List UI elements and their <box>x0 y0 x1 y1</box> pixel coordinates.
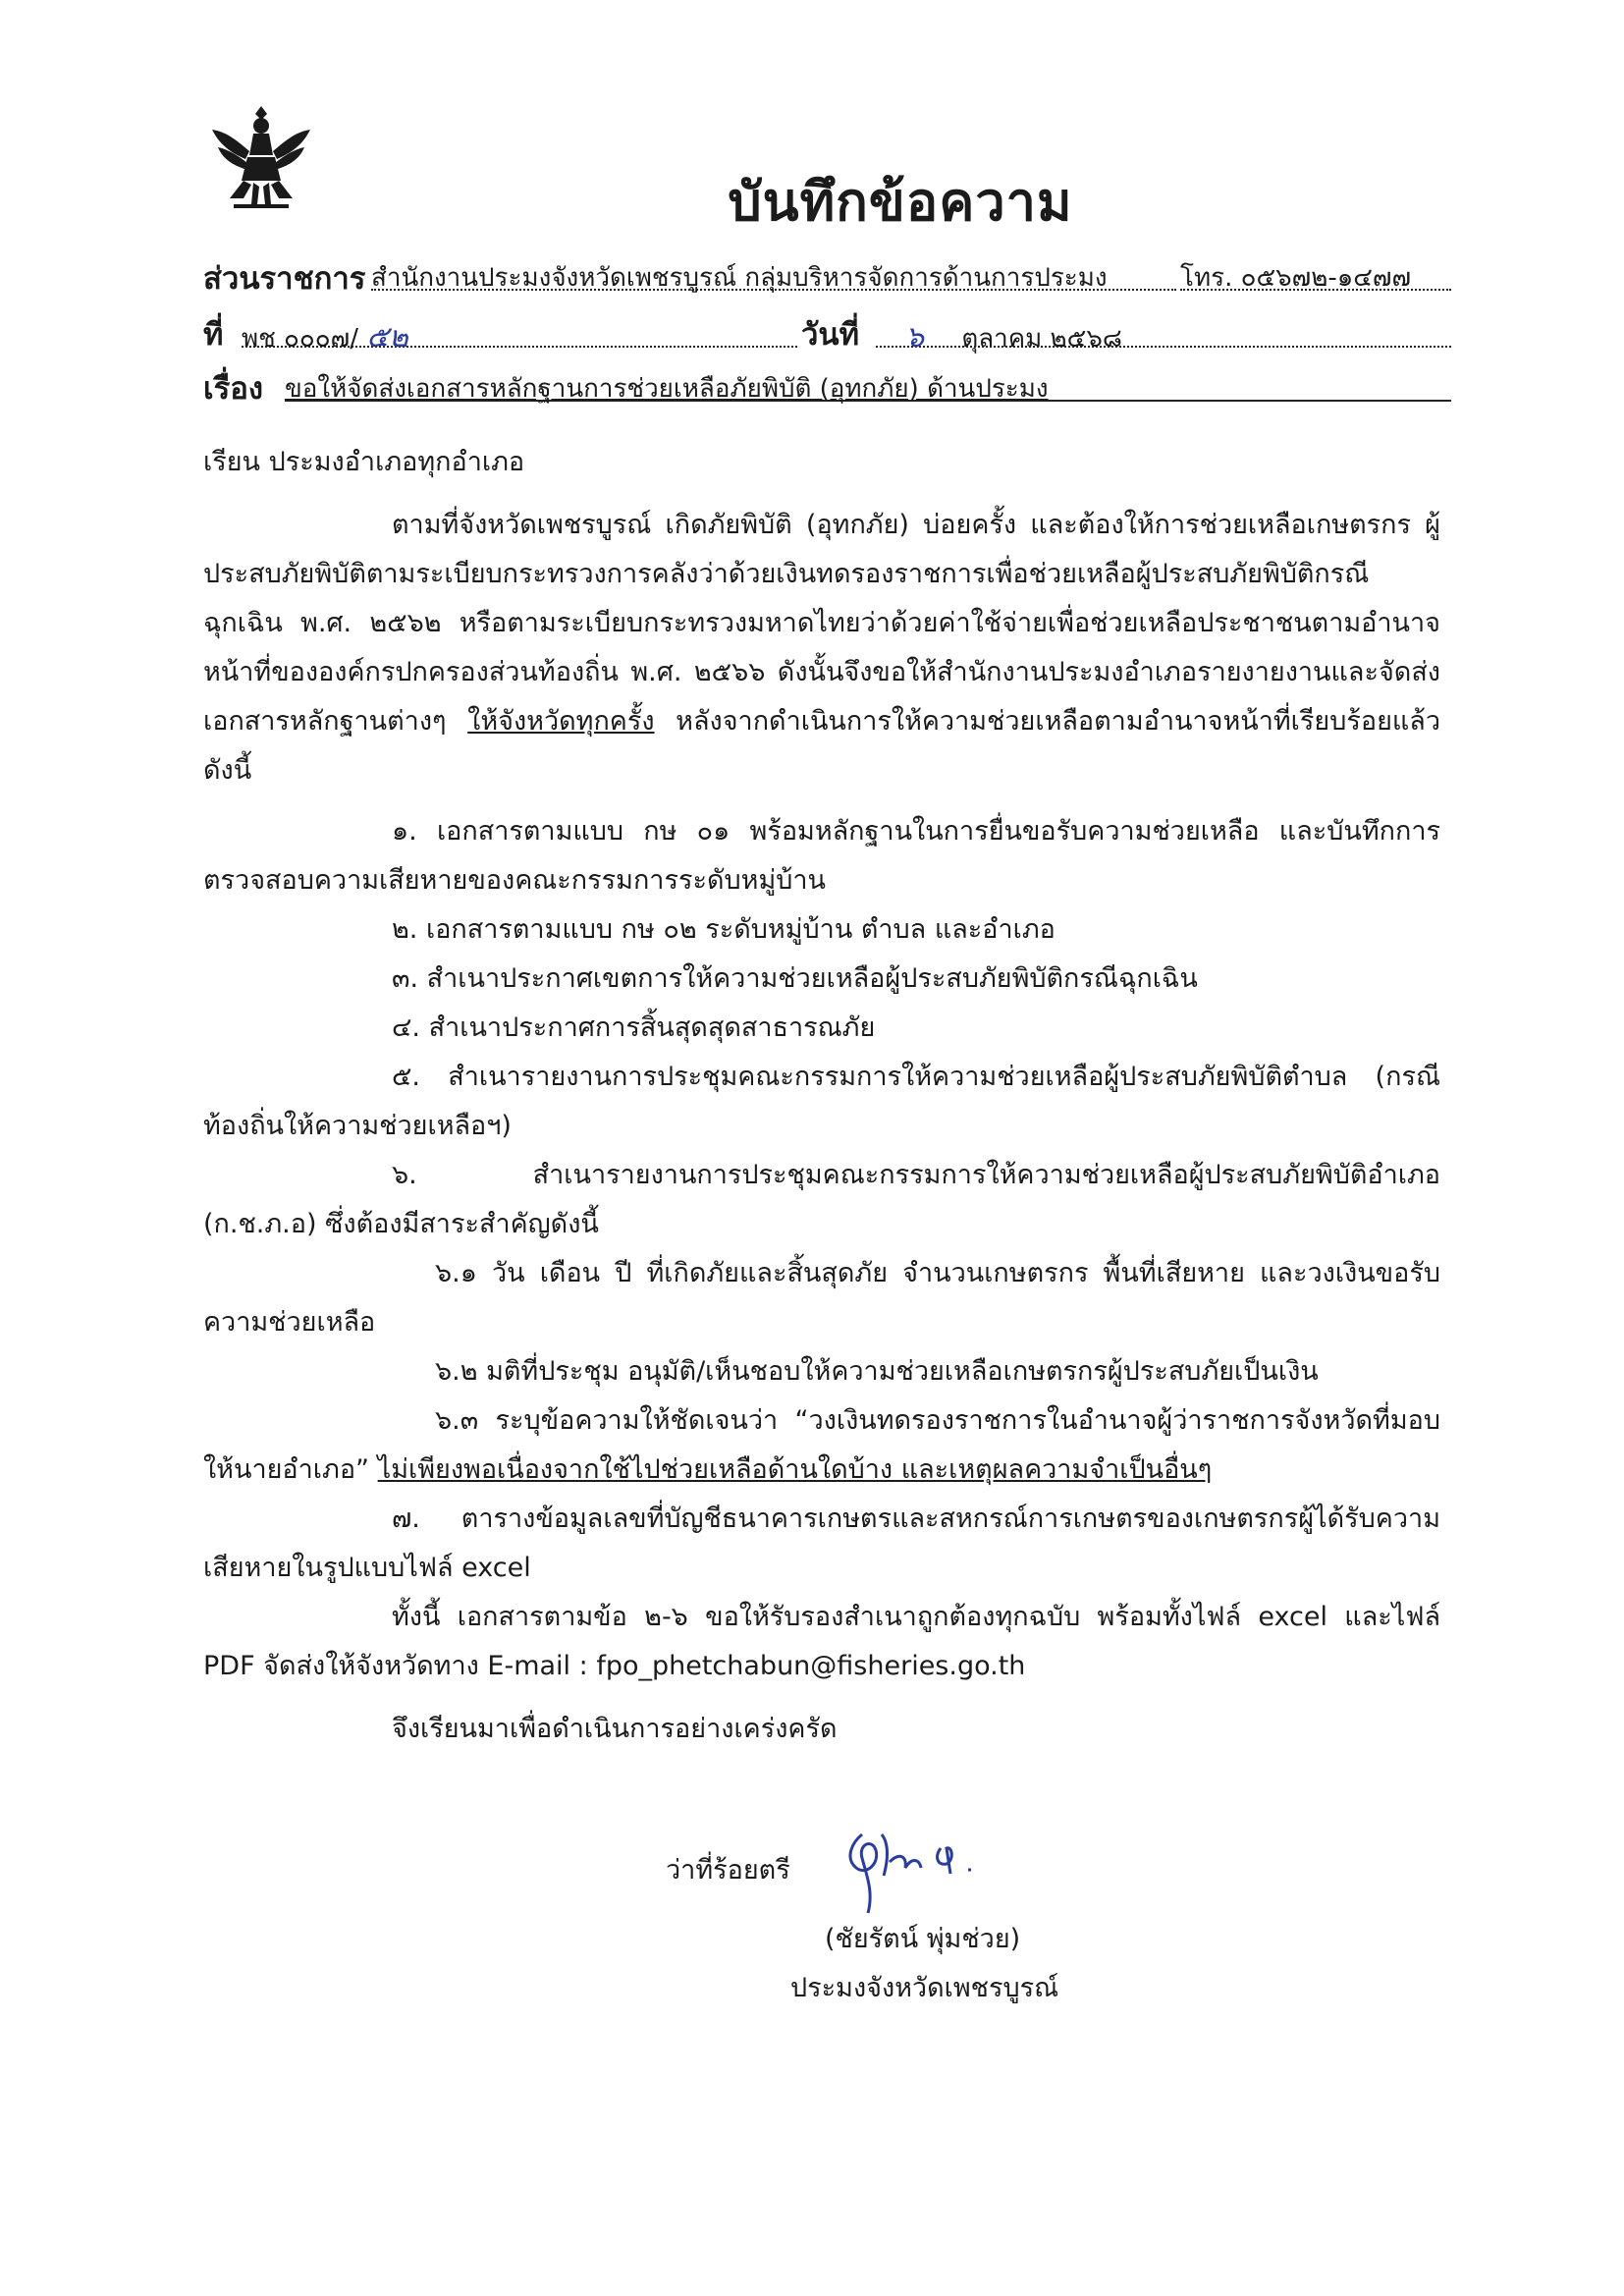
list-item-3: ๓. สำเนาประกาศเขตการให้ความช่วยเหลือผู้ประสบภัยพิบัติกรณีฉุกเฉิน <box>392 963 1198 994</box>
subject-label: เรื่อง <box>203 371 264 407</box>
date-label: วันที่ <box>801 317 860 353</box>
tel-field <box>1180 257 1451 291</box>
date-value: ตุลาคม ๒๕๖๘ <box>961 324 1122 354</box>
subject-value: ขอให้จัดส่งเอกสารหลักฐานการช่วยเหลือภัยพิบัติ (อุทกภัย) ด้านประมง <box>285 368 1451 402</box>
closing-line: จึงเรียนมาเพื่อดำเนินการอย่างเคร่งครัด <box>392 1714 838 1744</box>
agency-label: ส่วนราชการ <box>203 261 366 297</box>
note-paragraph: ทั้งนี้ เอกสารตามข้อ ๒-๖ ขอให้รับรองสำเนาถูกต้องทุกฉบับ พร้อมทั้งไฟล์ excel และไฟล์ PDF จัดส่งให้จังหวัดทาง E-mail : fpo_phetchabun@fisheries.go.th <box>203 1602 1440 1681</box>
date-field <box>876 314 1451 355</box>
list-item-6-3: ๖.๓ ระบุข้อความให้ชัดเจนว่า “วงเงินทดรองราชการในอำนาจผู้ว่าราชการจังหวัดที่มอบให้นายอำเภอ” ไม่เพียงพอเนื่องจากใช้ไปช่วยเหลือด้านใดบ้าง และเหตุผลความจำเป็นอื่นๆ <box>203 1405 1440 1485</box>
list-item-6-3-underlined: ไม่เพียงพอเนื่องจากใช้ไปช่วยเหลือด้านใดบ้าง และเหตุผลความจำเป็นอื่นๆ <box>377 1454 1213 1485</box>
signer-rank: ว่าที่ร้อยตรี <box>666 1855 790 1886</box>
list-item-7: ๗. ตารางข้อมูลเลขที่บัญชีธนาคารเกษตรและสหกรณ์การเกษตรของเกษตรกรผู้ได้รับความเสียหายในรูปแบบไฟล์ excel <box>203 1503 1440 1583</box>
handwritten-signature <box>833 1815 1009 1923</box>
list-item-6-1: ๖.๑ วัน เดือน ปี ที่เกิดภัยและสิ้นสุดภัย จำนวนเกษตรกร พื้นที่เสียหาย และวงเงินขอรับความช่วยเหลือ <box>203 1258 1440 1338</box>
intro-paragraph: ตามที่จังหวัดเพชรบูรณ์ เกิดภัยพิบัติ (อุทกภัย) บ่อยครั้ง และต้องให้การช่วยเหลือเกษตรกร ผู้ประสบภัยพิบัติตามระเบียบกระทรวงการคลังว่าด้วยเงินทดรองราชการเพื่อช่วยเหลือผู้ประสบภัยพิบัติกรณีฉุกเฉิน พ.ศ. ๒๕๖๒ หรือตามระเบียบกระทรวงมหาดไทยว่าด้วยค่าใช้จ่ายเพื่อช่วยเหลือประชาชนตามอำนาจหน้าที่ขององค์กรปกครองส่วนท้องถิ่น พ.ศ. ๒๕๖๖ ดังนั้นจึงขอให้สำนักงานประมงอำเภอรายงายงานและจัดส่งเอกสารหลักฐานต่างๆ ให้จังหวัดทุกครั้ง หลังจากดำเนินการให้ความช่วยเหลือตามอำนาจหน้าที่เรียบร้อยแล้ว ดังนี้ <box>203 510 1441 786</box>
date-day-handwritten: ๖ <box>905 320 925 355</box>
signer-position: ประมงจังหวัดเพชรบูรณ์ <box>790 1973 1059 2003</box>
ref-field <box>242 314 797 355</box>
ref-number-handwritten: ๕๒ <box>366 320 408 355</box>
list-item-6: ๖. สำเนารายงานการประชุมคณะกรรมการให้ความช่วยเหลือผู้ประสบภัยพิบัติอำเภอ (ก.ช.ภ.อ) ซึ่งต้องมีสาระสำคัญดังนี้ <box>203 1160 1440 1239</box>
tel-value: ๐๕๖๗๒-๑๔๗๗ <box>1240 263 1412 293</box>
list-item-2: ๒. เอกสารตามแบบ กษ ๐๒ ระดับหมู่บ้าน ตำบล และอำเภอ <box>392 914 1056 945</box>
tel-label: โทร. <box>1180 263 1233 293</box>
intro-underlined: ให้จังหวัดทุกครั้ง <box>467 706 655 737</box>
list-item-1: ๑. เอกสารตามแบบ กษ ๐๑ พร้อมหลักฐานในการยื่นขอรับความช่วยเหลือ และบันทึกการตรวจสอบความเสียหายของคณะกรรมการระดับหมู่บ้าน <box>203 816 1440 896</box>
signer-name: (ชัยรัตน์ พุ่มช่วย) <box>825 1924 1021 1954</box>
list-item-4: ๔. สำเนาประกาศการสิ้นสุดสุดสาธารณภัย <box>392 1012 876 1043</box>
list-item-6-2: ๖.๒ มติที่ประชุม อนุมัติ/เห็นชอบให้ความช่วยเหลือเกษตรกรผู้ประสบภัยเป็นเงิน <box>435 1356 1319 1387</box>
page-title: บันทึกข้อความ <box>728 171 1073 233</box>
ref-label: ที่ <box>203 317 224 353</box>
agency-value: สำนักงานประมงจังหวัดเพชรบูรณ์ กลุ่มบริหารจัดการด้านการประมง <box>371 257 1176 291</box>
list-item-5: ๕. สำเนารายงานการประชุมคณะกรรมการให้ความช่วยเหลือผู้ประสบภัยพิบัติตำบล (กรณีท้องถิ่นให้ความช่วยเหลือฯ) <box>203 1062 1440 1141</box>
ref-value: พช ๐๐๐๗/ <box>242 324 358 354</box>
salutation: เรียน ประมงอำเภอทุกอำเภอ <box>203 447 525 477</box>
